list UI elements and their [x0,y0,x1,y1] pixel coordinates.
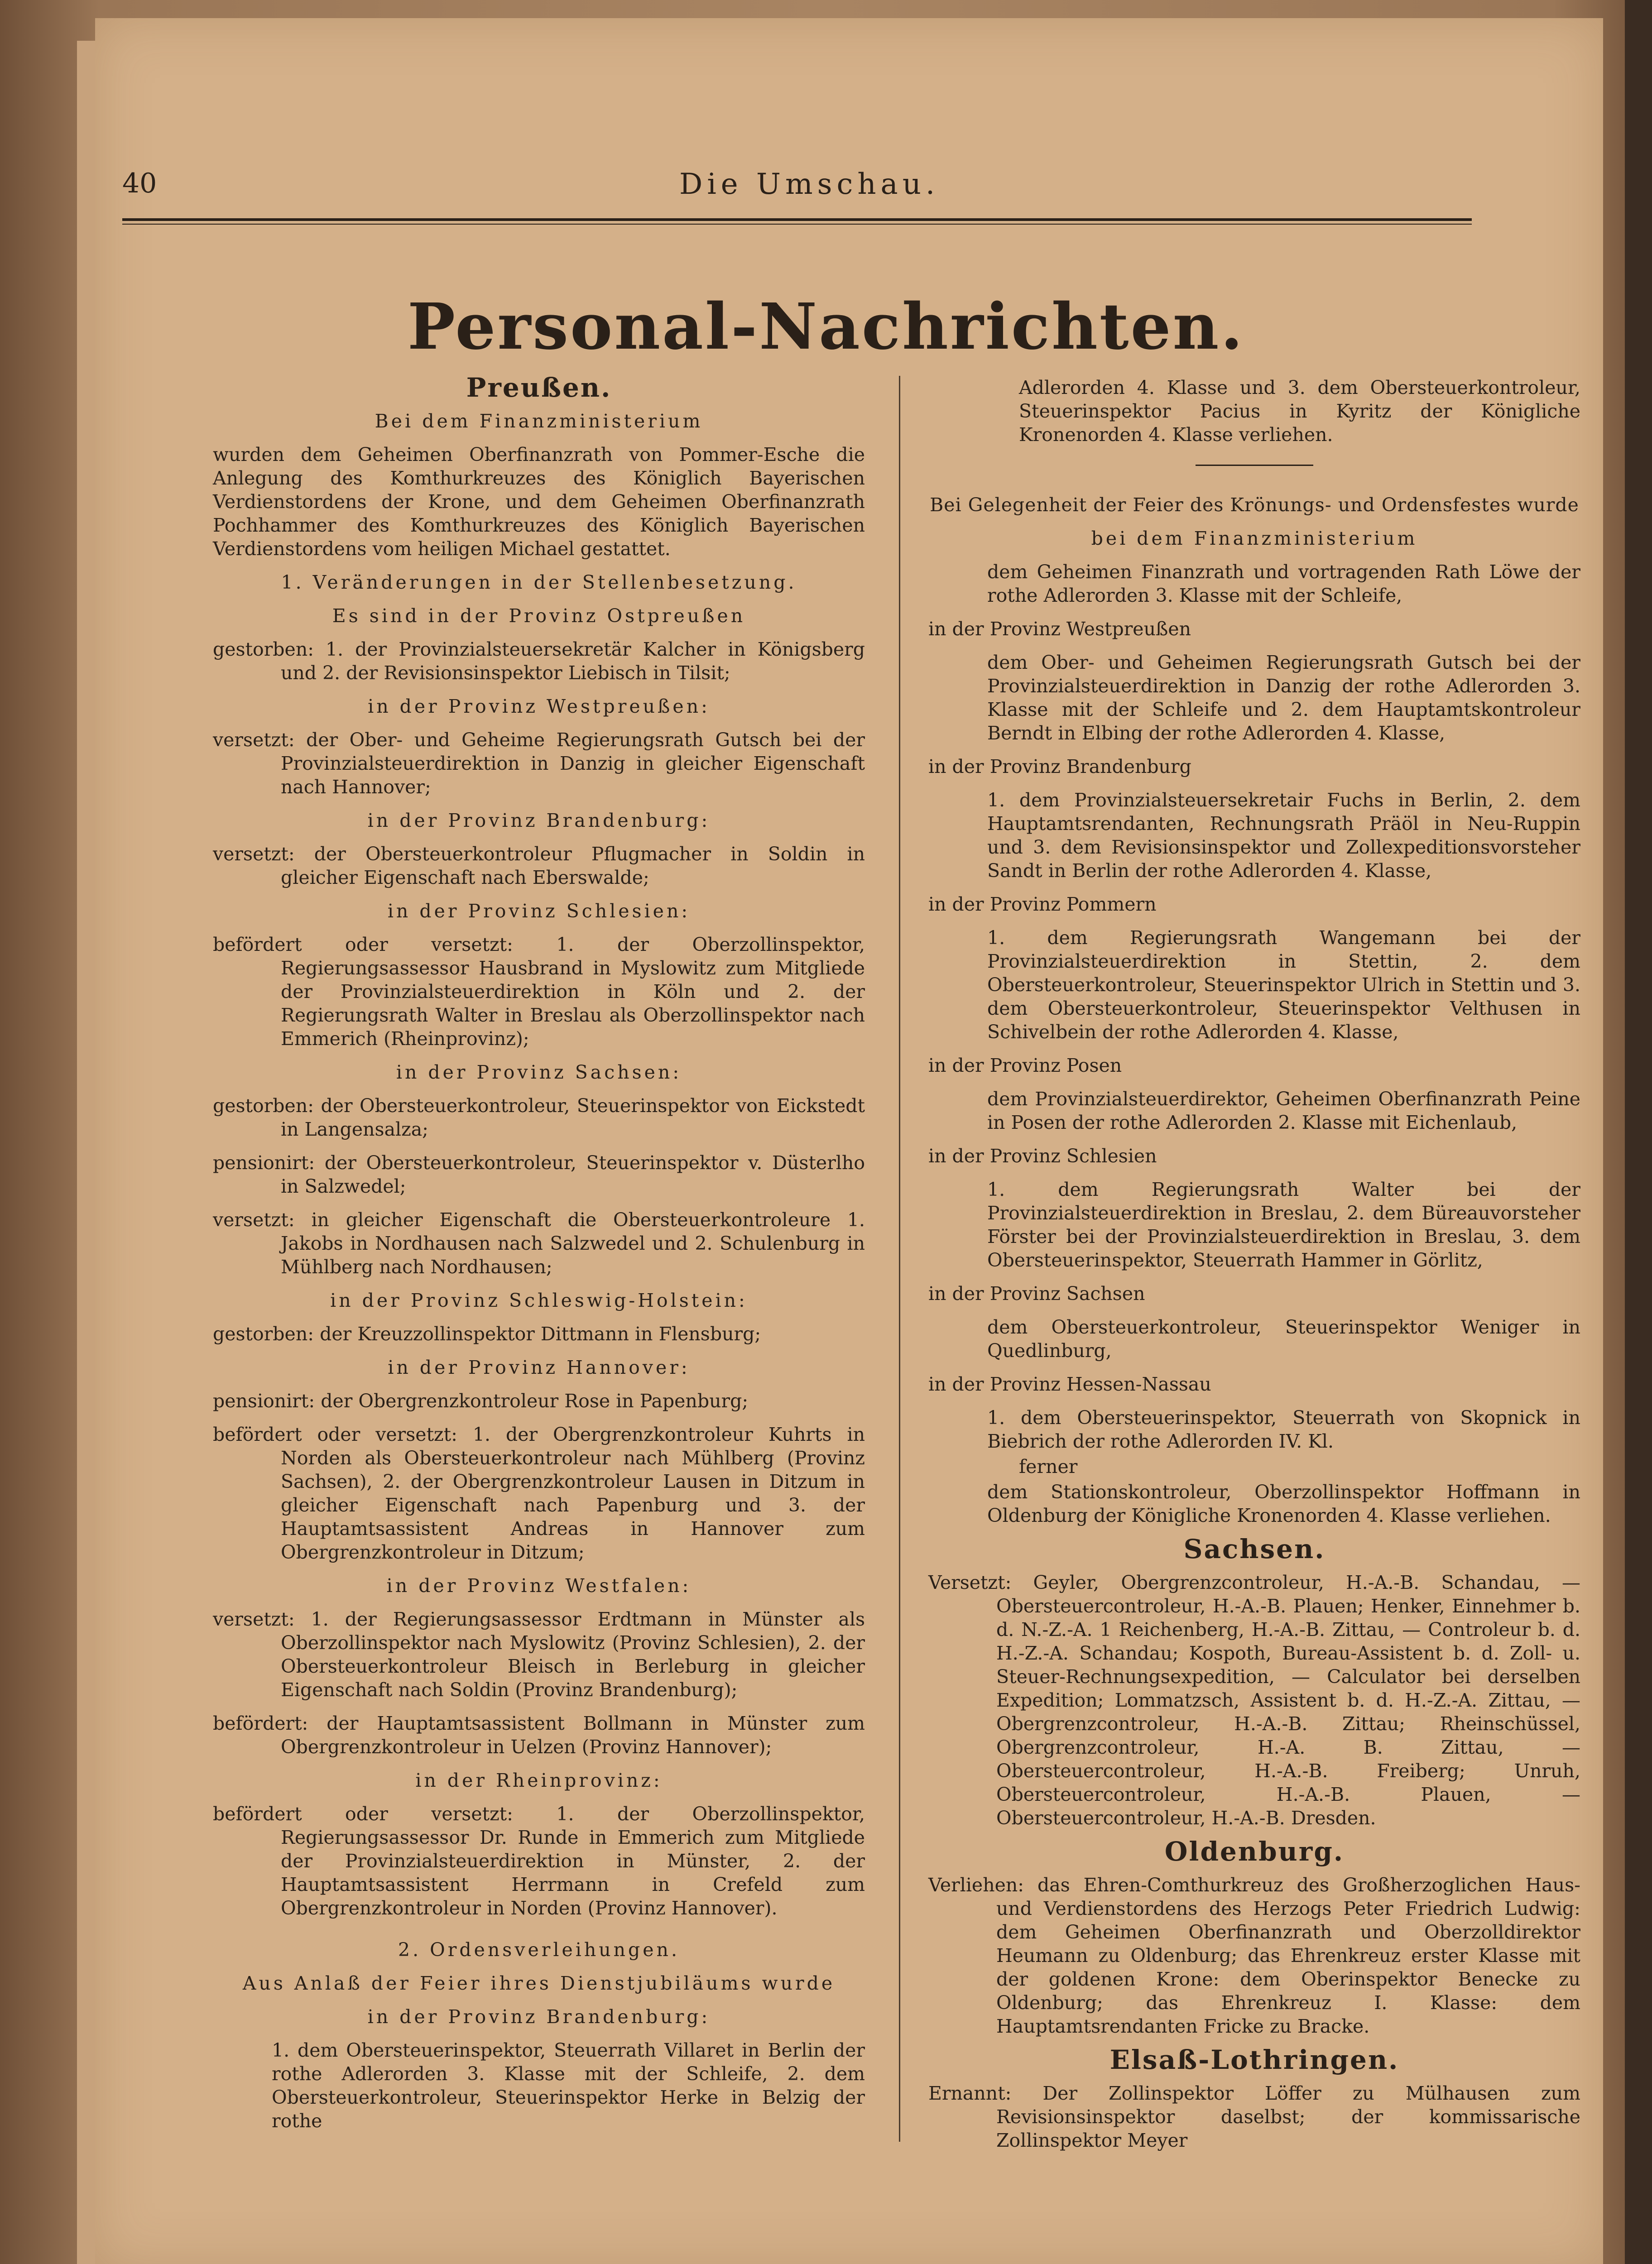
province-westpreussen: in der Provinz Westpreußen: [368,696,710,717]
province-hannover: in der Provinz Hannover: [388,1357,690,1378]
r-entry-schlesien: 1. dem Regierungsrath Walter bei der Provinzialsteuerdirektion in Breslau, 2. dem Büreauvorsteher Förster bei der Provinzialsteuerdirektion in Breslau, 3. dem Obersteuerinspektor, Steuerrath Hammer in Görlitz, [987,1179,1580,1271]
section-heading-2: 2. Ordensverleihungen. [398,1939,680,1961]
section-heading-1: 1. Veränderungen in der Stellenbesetzung. [281,571,797,593]
r-entry-sachsen: dem Obersteuerkontroleur, Steuerinspektor Weniger in Quedlinburg, [987,1316,1580,1362]
heading-sachsen: Sachsen. [1183,1534,1325,1564]
province-westfalen: in der Provinz Westfalen: [386,1575,692,1597]
r-entry-posen: dem Provinzialsteuerdirektor, Geheimen Oberfinanzrath Peine in Posen der rothe Adlerorden 2. Klasse mit Eichenlaub, [987,1088,1580,1133]
journal-title: Die Umschau. [679,168,940,201]
continued-entry: Adlerorden 4. Klasse und 3. dem Obersteuerkontroleur, Steuerinspektor Pacius in Kyritz der Königliche Kronenorden 4. Klasse verliehen. [1019,377,1580,446]
entry-schleswig: gestorben: der Kreuzzollinspektor Dittmann in Flensburg; [213,1323,761,1345]
province-schlesien: in der Provinz Schlesien: [387,900,691,922]
ministry-line: Bei dem Finanzministerium [375,410,703,432]
page-number: 40 [122,168,157,199]
r-entry-pommern: 1. dem Regierungsrath Wangemann bei der Provinzialsteuerdirektion in Stettin, 2. dem Obersteuerkontroleur, Steuerinspektor Ulrich in Stettin und 3. dem Obersteuerkontroleur, Steuerinspektor Velthusen in Schivelbein der rothe Adlerorden 4. Klasse, [987,927,1580,1043]
entry-westfalen-2: befördert: der Hauptamtsassistent Bollmann in Münster zum Obergrenzkontroleur in Uelzen (Provinz Hannover); [213,1712,865,1758]
right-column [928,376,1580,2162]
entry-sachsen-2: pensionirt: der Obersteuerkontroleur, Steuerinspektor v. Düsterlho in Salzwedel; [213,1152,865,1197]
entry-rheinprovinz: befördert oder versetzt: 1. der Oberzollinspektor, Regierungsassessor Dr. Runde in Emmerich zum Mitgliede der Provinzialsteuerdirektion in Münster, 2. der Hauptamtsassistent Herrmann in Crefeld zum Obergrenzkontroleur in Norden (Provinz Hannover). [213,1803,865,1919]
header-rule-thin [122,224,1472,225]
heading-oldenburg: Oldenburg. [1164,1836,1345,1867]
province-ostpreussen: Es sind in der Provinz Ostpreußen [332,605,746,627]
r-entry-westpreussen: dem Ober- und Geheimen Regierungsrath Gutsch bei der Provinzialsteuerdirektion in Danzig der rothe Adlerorden 3. Klasse mit der Schleife und 2. dem Hauptamtskontroleur Berndt in Elbing der rothe Adlerorden 4. Klasse, [987,652,1580,744]
kroenungs-ministry: bei dem Finanzministerium [1091,528,1418,549]
r-province-hessen: in der Provinz Hessen-Nassau [928,1373,1211,1395]
r-province-posen: in der Provinz Posen [928,1055,1122,1076]
entry-ostpreussen: gestorben: 1. der Provinzialsteuersekretär Kalcher in Königsberg und 2. der Revisionsinspektor Liebisch in Tilsit; [213,638,865,684]
column-divider [899,376,900,2142]
province-rheinprovinz: in der Rheinprovinz: [415,1770,663,1791]
province-sachsen: in der Provinz Sachsen: [396,1061,682,1083]
header-rule-thick [122,218,1472,221]
entry-hoffmann: dem Stationskontroleur, Oberzollinspektor Hoffmann in Oldenburg der Königliche Kronenorden 4. Klasse verliehen. [987,1481,1580,1526]
running-header [122,168,1472,204]
kroenungs-intro: Bei Gelegenheit der Feier des Krönungs- und Ordensfestes wurde [930,494,1579,516]
entry-elsass: Ernannt: Der Zollinspektor Löffer zu Mülhausen zum Revisionsinspektor daselbst; der kommissarische Zollinspektor Meyer [928,2082,1580,2151]
entry-loewe: dem Geheimen Finanzrath und vortragenden Rath Löwe der rothe Adlerorden 3. Klasse mit der Schleife, [987,561,1580,606]
r-province-brandenburg: in der Provinz Brandenburg [928,756,1191,777]
entry-schlesien: befördert oder versetzt: 1. der Oberzollinspektor, Regierungsassessor Hausbrand in Myslowitz zum Mitgliede der Provinzialsteuerdirektion in Köln und 2. der Regierungsrath Walter in Breslau als Oberzollinspektor nach Emmerich (Rheinprovinz); [213,934,865,1050]
r-province-schlesien: in der Provinz Schlesien [928,1145,1157,1167]
intro-paragraph: wurden dem Geheimen Oberfinanzrath von Pommer-Esche die Anlegung des Komthurkreuzes des Königlich Bayerischen Verdienstordens der Krone, und dem Geheimen Oberfinanzrath Pochhammer des Komthurkreuzes des Königlich Bayerischen Verdienstordens vom heiligen Michael gestattet. [213,444,865,560]
page-title: Personal-Nachrichten. [407,290,1245,364]
entry-brandenburg-2: 1. dem Obersteuerinspektor, Steuerrath Villaret in Berlin der rothe Adlerorden 3. Klasse mit der Schleife, 2. dem Obersteuerkontroleur, Steuerinspektor Herke in Belzig der rothe [272,2039,865,2132]
province-schleswig: in der Provinz Schleswig-Holstein: [330,1290,748,1311]
entry-sachsen-kgr: Versetzt: Geyler, Obergrenzcontroleur, H.-A.-B. Schandau, — Obersteuercontroleur, H.-A.-B. Plauen; Henker, Einnehmer b. d. N.-Z.-A. 1 Reichenberg, H.-A.-B. Zittau, — Controleur b. d. H.-Z.-A. Schandau; Kospoth, Bureau-Assistent b. d. Zoll- u. Steuer-Rechnungsexpedition, — Calculator bei derselben Expedition; Lommatzsch, Assistent b. d. H.-Z.-A. Zittau, — Obergrenzcontroleur, H.-A.-B. Zittau; Rheinschüssel, Obergrenzcontroleur, H.-A. B. Zittau, — Obersteuercontroleur, H.-A.-B. Freiberg; Unruh, Obersteuercontroleur, H.-A.-B. Plauen, — Obersteuercontroleur, H.-A.-B. Dresden. [928,1572,1580,1829]
entry-westfalen-1: versetzt: 1. der Regierungsassessor Erdtmann in Münster als Oberzollinspektor nach Myslowitz (Provinz Schlesien), 2. der Obersteuerkontroleur Bleisch in Berleburg in gleicher Eigenschaft nach Soldin (Provinz Brandenburg); [213,1608,865,1701]
section-divider [1196,465,1313,466]
province-brandenburg-2: in der Provinz Brandenburg: [367,2006,711,2028]
entry-sachsen-3: versetzt: in gleicher Eigenschaft die Obersteuerkontroleure 1. Jakobs in Nordhausen nach Salzwedel und 2. Schulenburg in Mühlberg nach Nordhausen; [213,1209,865,1278]
left-column [213,372,865,2143]
province-brandenburg: in der Provinz Brandenburg: [367,810,711,831]
entry-sachsen-1: gestorben: der Obersteuerkontroleur, Steuerinspektor von Eickstedt in Langensalza; [213,1095,865,1140]
r-province-sachsen: in der Provinz Sachsen [928,1283,1145,1305]
r-entry-brandenburg: 1. dem Provinzialsteuersekretair Fuchs in Berlin, 2. dem Hauptamtsrendanten, Rechnungsrath Präöl in Neu-Ruppin und 3. dem Revisionsinspektor und Zollexpeditionsvorsteher Sandt in Berlin der rothe Adlerorden 4. Klasse, [987,789,1580,882]
jubilaeum-line: Aus Anlaß der Feier ihres Dienstjubiläums wurde [242,1972,836,1994]
r-province-westpreussen: in der Provinz Westpreußen [928,618,1191,640]
entry-hannover-2: befördert oder versetzt: 1. der Obergrenzkontroleur Kuhrts in Norden als Obersteuerkontroleur nach Mühlberg (Provinz Sachsen), 2. der Obergrenzkontroleur Lausen in Ditzum in gleicher Eigenschaft nach Papenburg und 3. der Hauptamtsassistent Andreas in Hannover zum Obergrenzkontroleur in Ditzum; [213,1424,865,1563]
r-province-pommern: in der Provinz Pommern [928,893,1157,915]
ferner-line: ferner [1019,1456,1078,1477]
entry-oldenburg: Verliehen: das Ehren-Comthurkreuz des Großherzoglichen Haus- und Verdienstordens des Herzogs Peter Friedrich Ludwig: dem Geheimen Oberfinanzrath und Oberzolldirektor Heumann zu Oldenburg; das Ehrenkreuz erster Klasse mit der goldenen Krone: dem Oberinspektor Benecke zu Oldenburg; das Ehrenkreuz I. Klasse: dem Hauptamtsrendanten Fricke zu Bracke. [928,1874,1580,2037]
entry-brandenburg: versetzt: der Obersteuerkontroleur Pflugmacher in Soldin in gleicher Eigenschaft nach Eberswalde; [213,843,865,888]
entry-hannover-1: pensionirt: der Obergrenzkontroleur Rose in Papenburg; [213,1390,749,1412]
heading-preussen: Preußen. [466,372,612,403]
entry-westpreussen: versetzt: der Ober- und Geheime Regierungsrath Gutsch bei der Provinzialsteuerdirektion in Danzig in gleicher Eigenschaft nach Hannover; [213,729,865,798]
r-entry-hessen: 1. dem Obersteuerinspektor, Steuerrath von Skopnick in Biebrich der rothe Adlerorden IV. Kl. [987,1407,1580,1452]
heading-elsass: Elsaß-Lothringen. [1109,2044,1399,2075]
